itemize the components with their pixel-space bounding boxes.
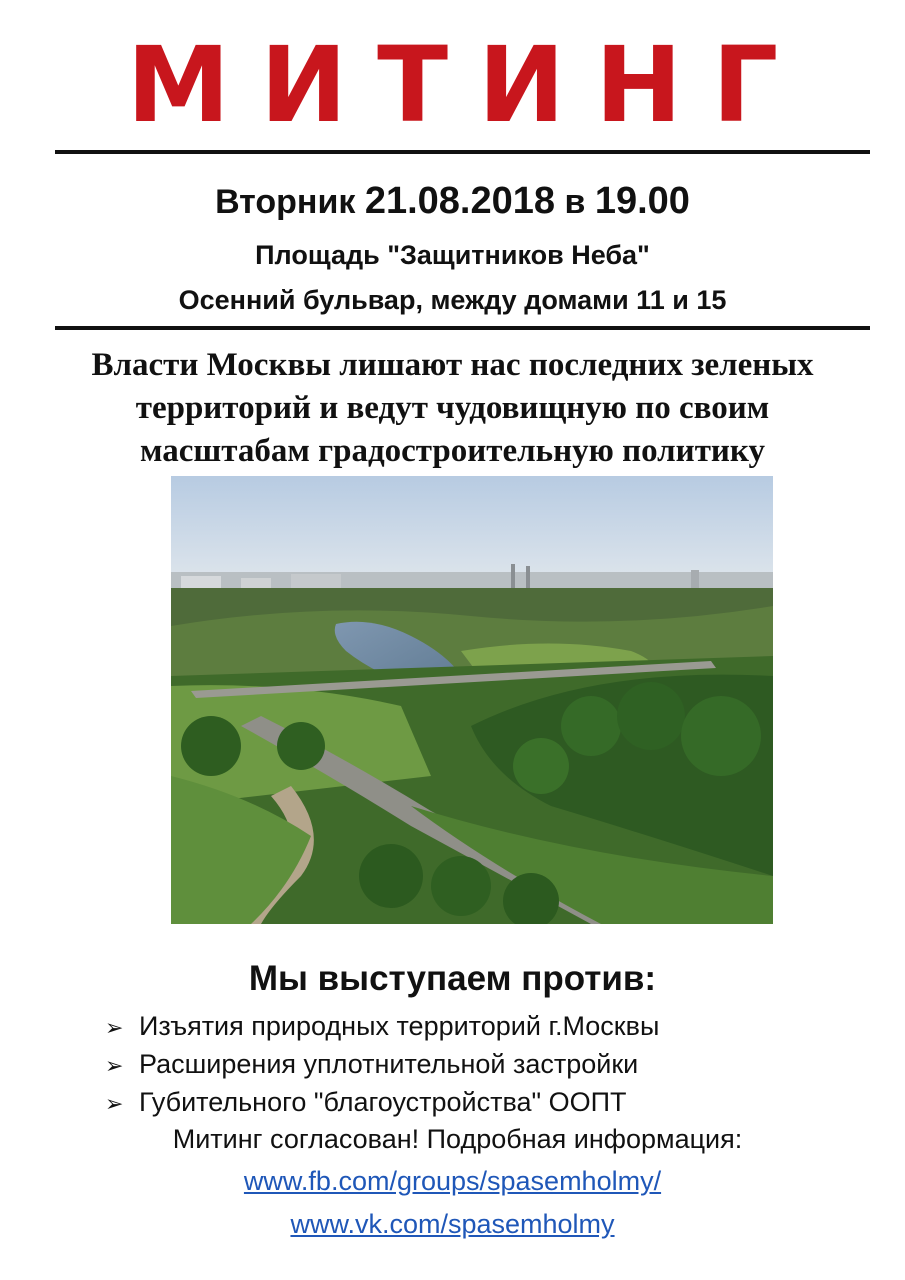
against-heading: Мы выступаем против: [248, 959, 657, 998]
event-date: 21.08.2018 [364, 180, 556, 222]
landscape-photo [171, 476, 773, 924]
against-list [105, 1008, 659, 1122]
event-date-line [0, 178, 905, 225]
lead-line: территорий и ведут чудовищную по своим [135, 390, 770, 426]
event-preposition: в [564, 183, 586, 221]
arrow-bullet-icon: ➢ [105, 1053, 124, 1078]
vk-link-row [0, 1205, 905, 1243]
lead-line: масштабам градостроительную политику [140, 433, 765, 469]
event-time: 19.00 [594, 180, 690, 222]
facebook-link[interactable]: www.fb.com/groups/spasemholmy/ [243, 1166, 662, 1196]
list-item: ➢ Расширения уплотнительной застройки [105, 1046, 659, 1084]
list-item: ➢ Губительного "благоустройства" ООПТ [105, 1084, 659, 1122]
vk-link[interactable]: www.vk.com/spasemholmy [290, 1209, 615, 1239]
arrow-bullet-icon: ➢ [105, 1091, 124, 1116]
lead-line: Власти Москвы лишают нас последних зеленых [91, 347, 814, 383]
event-day: Вторник [215, 183, 356, 221]
middle-divider [55, 326, 870, 330]
top-divider [55, 150, 870, 154]
fb-link-row [0, 1162, 905, 1200]
event-place: Площадь "Защитников Неба" [255, 240, 650, 270]
arrow-bullet-icon: ➢ [105, 1015, 124, 1040]
lead-paragraph [40, 344, 865, 473]
list-item: ➢ Изъятия природных территорий г.Москвы [105, 1008, 659, 1046]
approval-note: Митинг согласован! Подробная информация: [172, 1124, 743, 1154]
poster-title: МИТИНГ [126, 24, 809, 146]
event-address: Осенний бульвар, между домами 11 и 15 [178, 285, 727, 315]
